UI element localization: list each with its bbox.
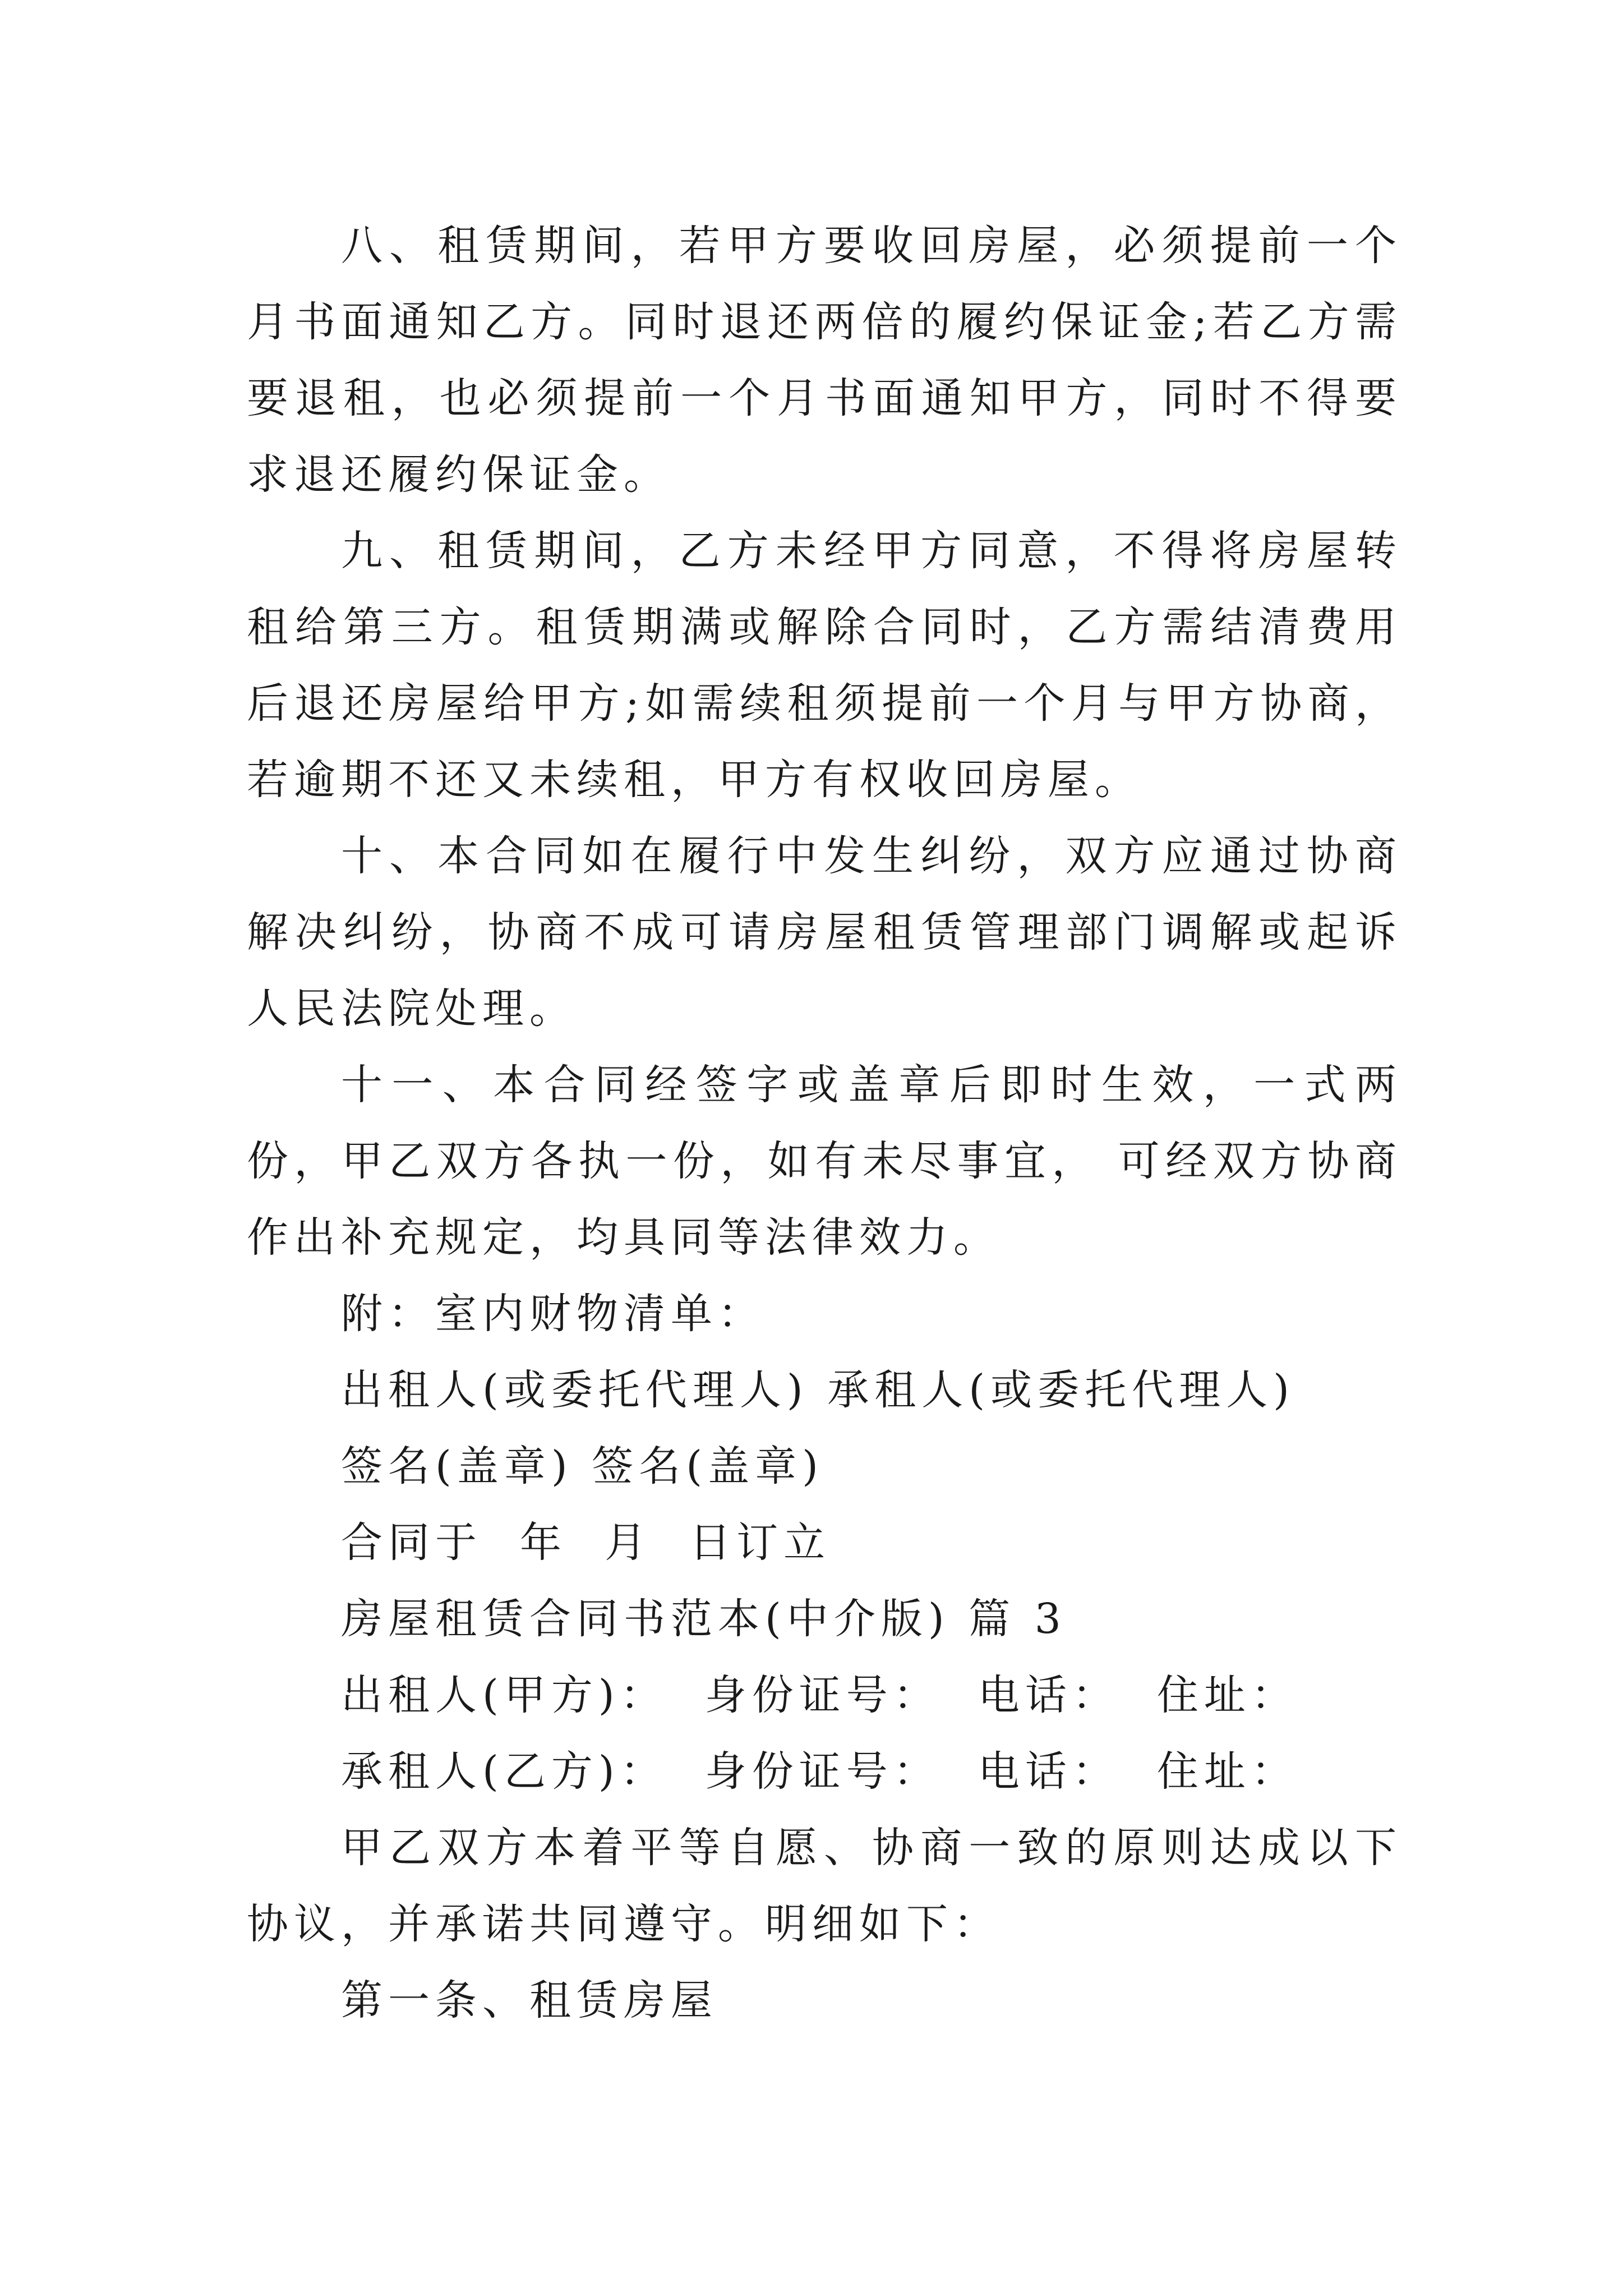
attachment-line: 附：室内财物清单： (341, 1290, 765, 1338)
section-title: 房屋租赁合同书范本(中介版) 篇 3 (341, 1595, 1067, 1643)
clause-8-paragraph: 八、租赁期间，若甲方要收回房屋，必须提前一个月书面通知乙方。同时退还两倍的履约保证金;若乙方需要退租，也必须提前一个月书面通知甲方，同时不得要求退还履约保证金。 (247, 222, 1402, 499)
lessee-line: 承租人(乙方)： 身份证号： 电话： 住址： (341, 1747, 1298, 1796)
article-heading: 第一条、租赁房屋 (341, 1976, 718, 2024)
clause-10-paragraph: 十、本合同如在履行中发生纠纷，双方应通过协商解决纠纷，协商不成可请房屋租赁管理部门调解或起诉人民法院处理。 (247, 832, 1402, 1033)
lessor-line: 出租人(甲方)： 身份证号： 电话： 住址： (341, 1671, 1298, 1719)
date-line: 合同于 年 月 日订立 (341, 1519, 831, 1567)
agreement-paragraph: 甲乙双方本着平等自愿、协商一致的原则达成以下协议，并承诺共同遵守。明细如下： (247, 1824, 1402, 1948)
clause-11-paragraph: 十一、本合同经签字或盖章后即时生效，一式两份，甲乙双方各执一份，如有未尽事宜， 可经双方协商作出补充规定，均具同等法律效力。 (247, 1061, 1402, 1262)
clause-9-paragraph: 九、租赁期间，乙方未经甲方同意，不得将房屋转租给第三方。租赁期满或解除合同时，乙方需结清费用后退还房屋给甲方;如需续租须提前一个月与甲方协商，若逾期不还又未续租，甲方有权收回房屋。 (247, 527, 1402, 804)
parties-line: 出租人(或委托代理人) 承租人(或委托代理人) (341, 1366, 1295, 1414)
document-body (247, 208, 1402, 2039)
signature-line: 签名(盖章) 签名(盖章) (341, 1442, 824, 1490)
